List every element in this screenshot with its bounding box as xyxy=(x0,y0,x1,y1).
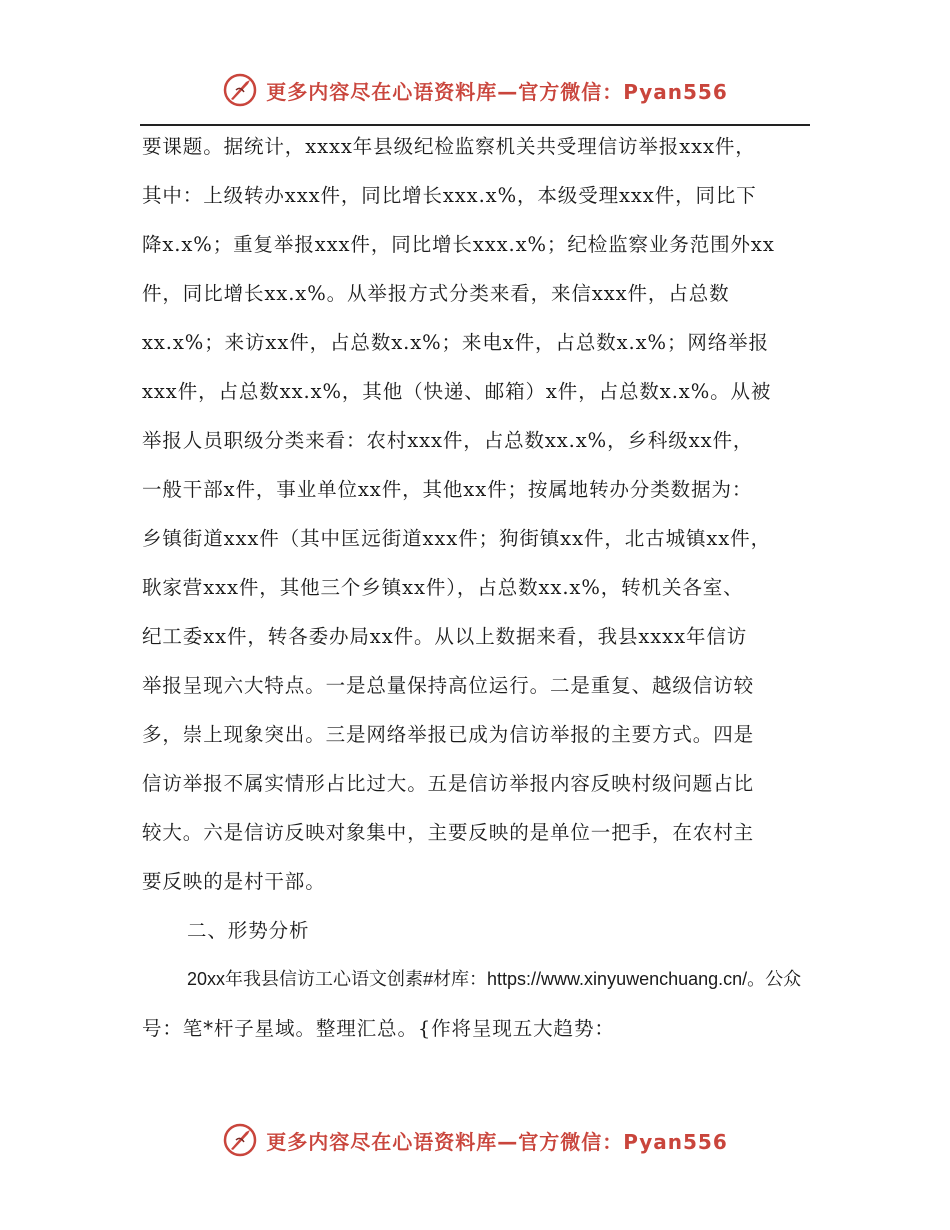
body-line: xx.x%；来访xx件，占总数x.x%；来电x件，占总数x.x%；网络举报 xyxy=(142,331,769,354)
body-line: 要反映的是村干部。 xyxy=(142,870,326,893)
body-line: 举报人员职级分类来看：农村xxx件，占总数xx.x%，乡科级xx件， xyxy=(142,429,754,452)
body-line: 耿家营xxx件，其他三个乡镇xx件），占总数xx.x%，转机关各室、 xyxy=(142,576,744,599)
body-line: 号：笔*杆子星域。整理汇总。{作将呈现五大趋势： xyxy=(142,1017,615,1040)
body-line: 件，同比增长xx.x%。从举报方式分类来看，来信xxx件，占总数 xyxy=(142,282,730,305)
section-heading: 二、形势分析 xyxy=(187,919,310,942)
quill-badge-icon xyxy=(222,72,258,108)
body-line: 其中：上级转办xxx件，同比增长xxx.x%，本级受理xxx件，同比下 xyxy=(142,184,757,207)
document-body xyxy=(142,122,810,1053)
body-line: 举报呈现六大特点。一是总量保持高位运行。二是重复、越级信访较 xyxy=(142,674,755,697)
body-line: 乡镇街道xxx件（其中匡远街道xxx件；狗街镇xx件，北古城镇xx件， xyxy=(142,527,771,550)
quill-badge-icon xyxy=(222,1122,258,1158)
body-line: 纪工委xx件，转各委办局xx件。从以上数据来看，我县xxxx年信访 xyxy=(142,625,748,648)
header-banner xyxy=(0,70,950,110)
body-line: 信访举报不属实情形占比过大。五是信访举报内容反映村级问题占比 xyxy=(142,772,755,795)
body-line: 降x.x%；重复举报xxx件，同比增长xxx.x%；纪检监察业务范围外xx xyxy=(142,233,775,256)
body-line: 20xx年我县信访工心语文创素#材库：https://www.xinyuwenchuang.cn/。公众 xyxy=(187,969,802,989)
body-line: 一般干部x件，事业单位xx件，其他xx件；按属地转办分类数据为： xyxy=(142,478,753,501)
footer-banner xyxy=(0,1120,950,1160)
body-line: 多，崇上现象突出。三是网络举报已成为信访举报的主要方式。四是 xyxy=(142,723,755,746)
footer-banner-text: 更多内容尽在心语资料库—官方微信：Pyan556 xyxy=(266,1129,728,1154)
header-banner-text: 更多内容尽在心语资料库—官方微信：Pyan556 xyxy=(266,79,728,104)
body-line: xxx件，占总数xx.x%，其他（快递、邮箱）x件，占总数x.x%。从被 xyxy=(142,380,772,403)
body-line: 要课题。据统计，xxxx年县级纪检监察机关共受理信访举报xxx件， xyxy=(142,135,756,158)
body-line: 较大。六是信访反映对象集中，主要反映的是单位一把手，在农村主 xyxy=(142,821,755,844)
